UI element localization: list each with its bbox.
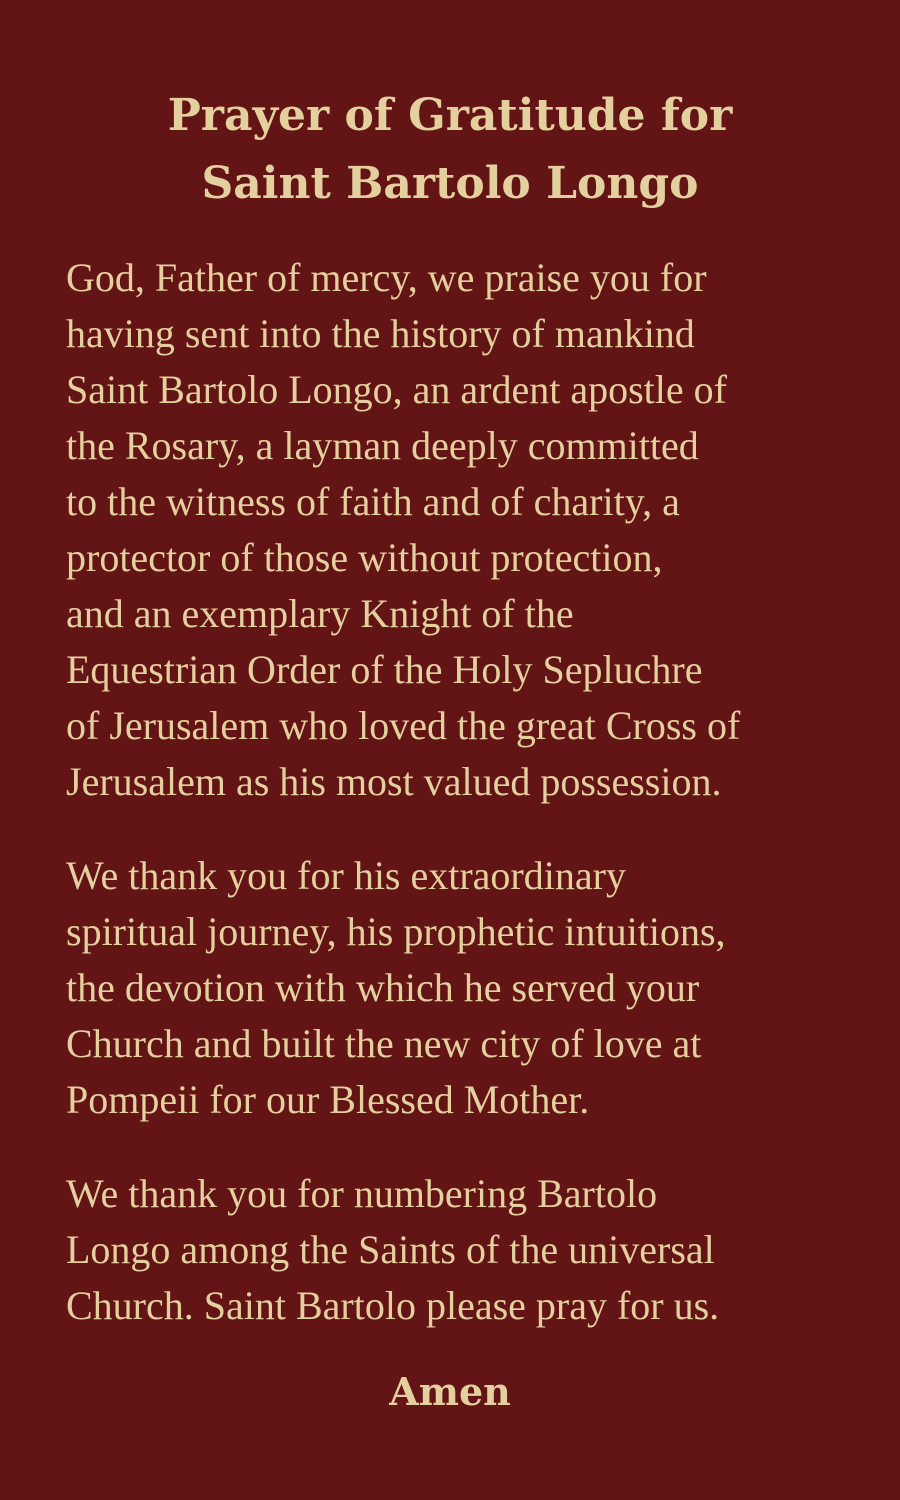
prayer-line: Church. Saint Bartolo please pray for us. [66,1283,720,1328]
prayer-line: the devotion with which he served your [66,965,700,1010]
prayer-line: of Jerusalem who loved the great Cross of [66,703,741,748]
prayer-title-line-1: Prayer of Gratitude for [167,90,733,141]
prayer-line: Church and built the new city of love at [66,1021,702,1066]
prayer-line: the Rosary, a layman deeply committed [66,423,699,468]
prayer-title-line-2: Saint Bartolo Longo [201,158,699,209]
prayer-line: Jerusalem as his most valued possession. [66,759,722,804]
prayer-line: God, Father of mercy, we praise you for [66,255,707,300]
prayer-line: Equestrian Order of the Holy Sepluchre [66,647,703,692]
prayer-line: Saint Bartolo Longo, an ardent apostle of [66,367,727,412]
prayer-line: We thank you for his extraordinary [66,853,626,898]
prayer-line: We thank you for numbering Bartolo [66,1171,658,1216]
prayer-line: to the witness of faith and of charity, a [66,479,680,524]
prayer-line: Longo among the Saints of the universal [66,1227,715,1272]
prayer-line: spiritual journey, his prophetic intuitions, [66,909,726,954]
prayer-line: having sent into the history of mankind [66,311,695,356]
prayer-line: protector of those without protection, [66,535,663,580]
prayer-line: Pompeii for our Blessed Mother. [66,1077,590,1122]
prayer-closing-amen: Amen [389,1369,511,1414]
prayer-line: and an exemplary Knight of the [66,591,574,636]
